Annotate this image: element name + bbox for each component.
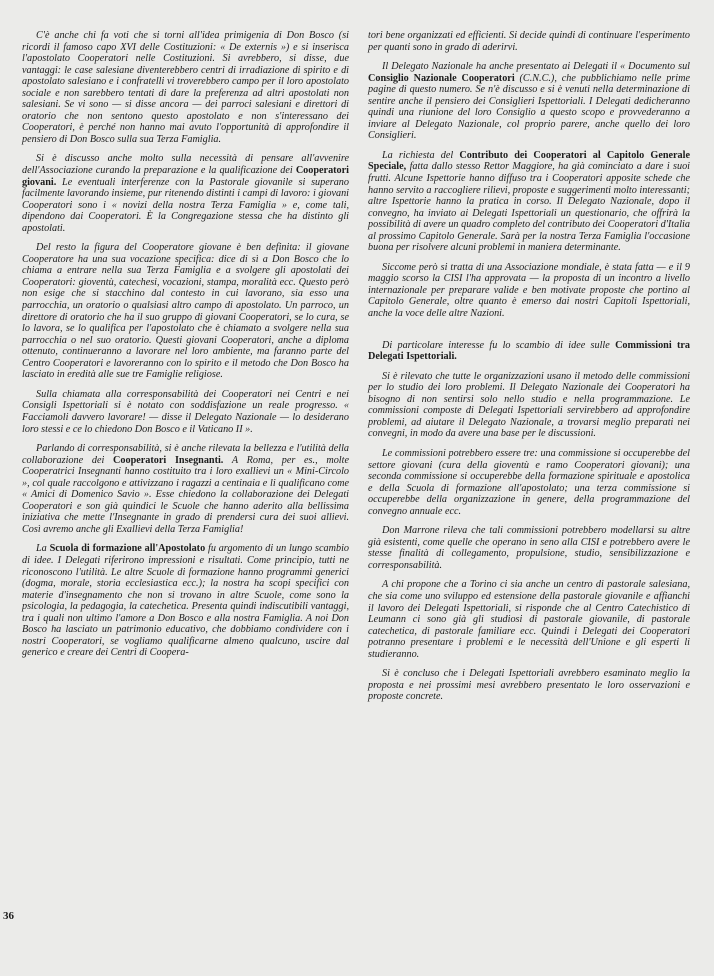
- paragraph: Del resto la figura del Cooperatore giovane è ben definita: il giovane Cooperatore ha una sua vocazione specifica: dice di sì a Don Bosco che lo chiama a entrare nella sua Terza Famiglia e a svolgere gli apostolati dei Cooperatori: gioventù, catechesi, vocazioni, stampa, moralità ecc. Questo però non esige che si stacchino dal contesto in cui lavorano, sia esso una parrocchia, un oratorio o qualsiasi altro campo di apostolato. Un parroco, un direttore di oratorio che ha il suo gruppo di giovani Cooperatori, se lo cura, se lo lavora, se lo qualifica per l'apostolato che è chiamato a svolgere nella sua parrocchia o nel suo oratorio. Questi giovani Cooperatori, anche a diploma ottenuto, continueranno a lavorare nel loro ambiente, ma faranno parte del Centro Cooperatori e lavoreranno con lo spirito e il metodo che Don Bosco ha lasciato in eredità alle sue tre Famiglie religiose.: [22, 242, 349, 381]
- paragraph-text: Il Delegato Nazionale ha anche presentato ai Delegati il « Documento sul: [382, 61, 690, 73]
- bold-heading: Scuola di formazione all'Apostolato: [49, 543, 206, 555]
- paragraph: Sulla chiamata alla corresponsabilità dei Cooperatori nei Centri e nei Consigli Ispettoriali si è notato con soddisfazione un reale progresso. « Facciamoli davvero lavorare! — disse il Delegato Nazionale — lo desiderano loro stessi e ce lo chiedono Don Bosco e il Vaticano II ».: [22, 388, 349, 435]
- paragraph-text: La: [36, 543, 50, 555]
- section-spacer: [368, 328, 690, 340]
- paragraph-text: Si è discusso anche molto sulla necessità di pensare all'avvenire dell'Associazione curando la preparazione e la qualificazione dei: [22, 153, 349, 177]
- paragraph: [22, 543, 349, 658]
- right-column: [368, 30, 690, 711]
- paragraph: Don Marrone rileva che tali commissioni potrebbero modellarsi su altre già esistenti, come quelle che operano in seno alla CISI e potrebbero avere le stesse finalità di collegamento, propulsione, studio, sensibilizzazione e corresponsabilità.: [368, 525, 690, 571]
- bold-heading: Contributo dei Cooperatori al Capitolo Generale Speciale,: [368, 149, 690, 173]
- bold-heading: Commissioni tra Delegati Ispettoriali.: [368, 339, 690, 363]
- paragraph: A chi propone che a Torino ci sia anche un centro di pastorale salesiana, che sia come uno sviluppo ed estensione della pastorale giovanile e affianchi il lavoro dei Delegati Ispettoriali, si risponde che al Centro Catechistico di Leumann ci sono già gli studiosi di pastorale giovanile, di pastorale catechetica, di pastorale familiare ecc. Quindi i Delegati dei Cooperatori potranno presentare i problemi e le necessità dell'Unione e gli esperti li studieranno.: [368, 579, 690, 660]
- paragraph-text: Parlando di corresponsabilità, si è anche rilevata la bellezza e l'utilità della collaborazione dei: [22, 443, 349, 466]
- bold-heading: Cooperatori giovani.: [22, 165, 349, 188]
- paragraph: C'è anche chi fa voti che si torni all'idea primigenia di Don Bosco (si ricordi il famoso capo XVI delle Costituzioni: « De externis ») e si inserisca l'apostolato Cooperatori nelle Costituzioni. Si avrebbero, si disse, due vantaggi: le case salesiane diventerebbero centri di irradiazione di spirito e di apostolato salesiano e i confratelli vi troverebbero campo per il loro apostolato sociale e non sarebbero tentati di dare la preferenza ad altri apostolati non salesiani. Se vi sono — si disse ancora — dei parroci salesiani e direttori di oratorio che non sentono questo apostolato e non s'interessano dei Cooperatori, è perché non hanno mai avuto l'opportunità di approfondire il pensiero di Don Bosco sulla sua Terza Famiglia.: [22, 30, 349, 145]
- paragraph: [368, 340, 690, 363]
- left-column: [22, 30, 349, 667]
- paragraph: Le commissioni potrebbero essere tre: una commissione si occuperebbe del settore giovani (cura della gioventù e ramo Cooperatori giovani); una seconda commissione si occuperebbe della formazione spirituale e apostolica e della Scuola di formazione all'apostolato; una terza commissione si occuperebbe della organizzazione in genere, della programmazione del convegno annuale ecc.: [368, 447, 690, 517]
- paragraph: [368, 61, 690, 142]
- paragraph-text: fu argomento di un lungo scambio di idee. I Delegati riferirono impressioni e risultati. Come principio, tutti ne riconoscono l'utilità. Le altre Scuole di formazione hanno programmi generici (dogma, morale, storia ecclesiastica ecc.); la nostra ha scopi specifici con materie d'insegnamento che non si trovano in altre Scuole, come sono la psicologia, la pedagogia, la catechetica. Presenta quindi indiscutibili vantaggi, tra i quali non ultimo l'amore a Don Bosco e alla nostra Famiglia. A noi Don Bosco ha lasciato un patrimonio educativo, che dobbiamo condividere con i nostri Cooperatori, se vogliamo qualificarne almeno qualcuno, uscire dal generico e creare dei Centri di Coopera-: [22, 543, 349, 659]
- paragraph-text: A Roma, per es., molte Cooperatrici Insegnanti hanno costituito tra i loro exallievi un « Mini-Circolo », col quale raccolgono e attivizzano i ragazzi a centinaia e li qualificano come « Amici di Domenico Savio ». Esse chiedono la collaborazione dei Delegati Cooperatori e son già quindici le Scuole che hanno aderito alla bellissima iniziativa che mette l'Insegnante in grado di prendersi cura dei suoi allievi. Così avremo anche gli Exallievi della Terza Famiglia!: [22, 454, 349, 535]
- paragraph: [22, 153, 349, 234]
- bold-heading: Cooperatori Insegnanti.: [113, 454, 224, 466]
- paragraph-text: La richiesta del: [382, 149, 460, 161]
- paragraph: Si è concluso che i Delegati Ispettoriali avrebbero esaminato meglio la proposta e nei prossimi mesi avrebbero presentato le loro osservazioni e proposte concrete.: [368, 668, 690, 703]
- paragraph-text: Le eventuali interferenze con la Pastorale giovanile si superano facilmente lavorando insieme, pur ritenendo distinti i campi di lavoro: i giovani Cooperatori sono i « novizi della nostra Terza Famiglia » e, come tali, dipendono dai Cooperatori. È la Congregazione stessa che ha distinto gli apostolati.: [22, 176, 349, 234]
- page-number: 36: [3, 910, 14, 922]
- paragraph-text: fatta dallo stesso Rettor Maggiore, ha già cominciato a dare i suoi frutti. Alcune Ispettorie hanno diffuso tra i Cooperatori apposite schede che hanno servito a raccogliere rilievi, proposte e suggerimenti molto interessanti; altre Ispettorie hanno la pratica in corso. Il Delegato Nazionale, dopo il convegno, ha inviato ai Delegati Ispettoriali un questionario, che offrirà la possibilità di avere un quadro completo del contributo dei Cooperatori d'Italia al prossimo Capitolo Generale. Sarà per la nostra Terza Famiglia l'occasione buona per risolvere alcuni problemi in maniera determinante.: [368, 161, 690, 254]
- paragraph: Si è rilevato che tutte le organizzazioni usano il metodo delle commissioni per lo studio dei loro problemi. Il Delegato Nazionale dei Cooperatori ha bisogno di non sentirsi solo nello studio e nella programmazione. Le commissioni composte di Delegati Ispettoriali servirebbero ad approfondire problemi, ad aiutare il Delegato Nazionale, a trovarsi meglio preparati nei convegni, in modo da avere una base per le discussioni.: [368, 370, 690, 440]
- paragraph: [22, 443, 349, 535]
- paragraph-text: Di particolare interesse fu lo scambio di idee sulle: [382, 339, 616, 351]
- paragraph-text: (C.N.C.), che pubblichiamo nelle prime pagine di questo numero. Se n'è discusso e si è venuti nella determinazione di sentire anche il pensiero dei Consiglieri Ispettoriali. I Delegati dedicheranno quindi una riunione del loro Consiglio a questo scopo e provvederanno a inviare al Delegato Nazionale, col proprio parere, anche quello dei loro Consiglieri.: [368, 72, 690, 142]
- paragraph: tori bene organizzati ed efficienti. Si decide quindi di continuare l'esperimento per quanti sono in grado di aderirvi.: [368, 30, 690, 53]
- bold-heading: Consiglio Nazionale Cooperatori: [368, 72, 515, 84]
- paragraph: Siccome però si tratta di una Associazione mondiale, è stata fatta — e il 9 maggio scorso la CISI l'ha approvata — la proposta di un incontro a livello internazionale per preparare valide e ben motivate proposte che portino al Capitolo Generale, oltre quanto è emerso dai nostri Capitoli Ispettoriali, anche la voce delle altre Nazioni.: [368, 261, 690, 320]
- paragraph: [368, 150, 690, 254]
